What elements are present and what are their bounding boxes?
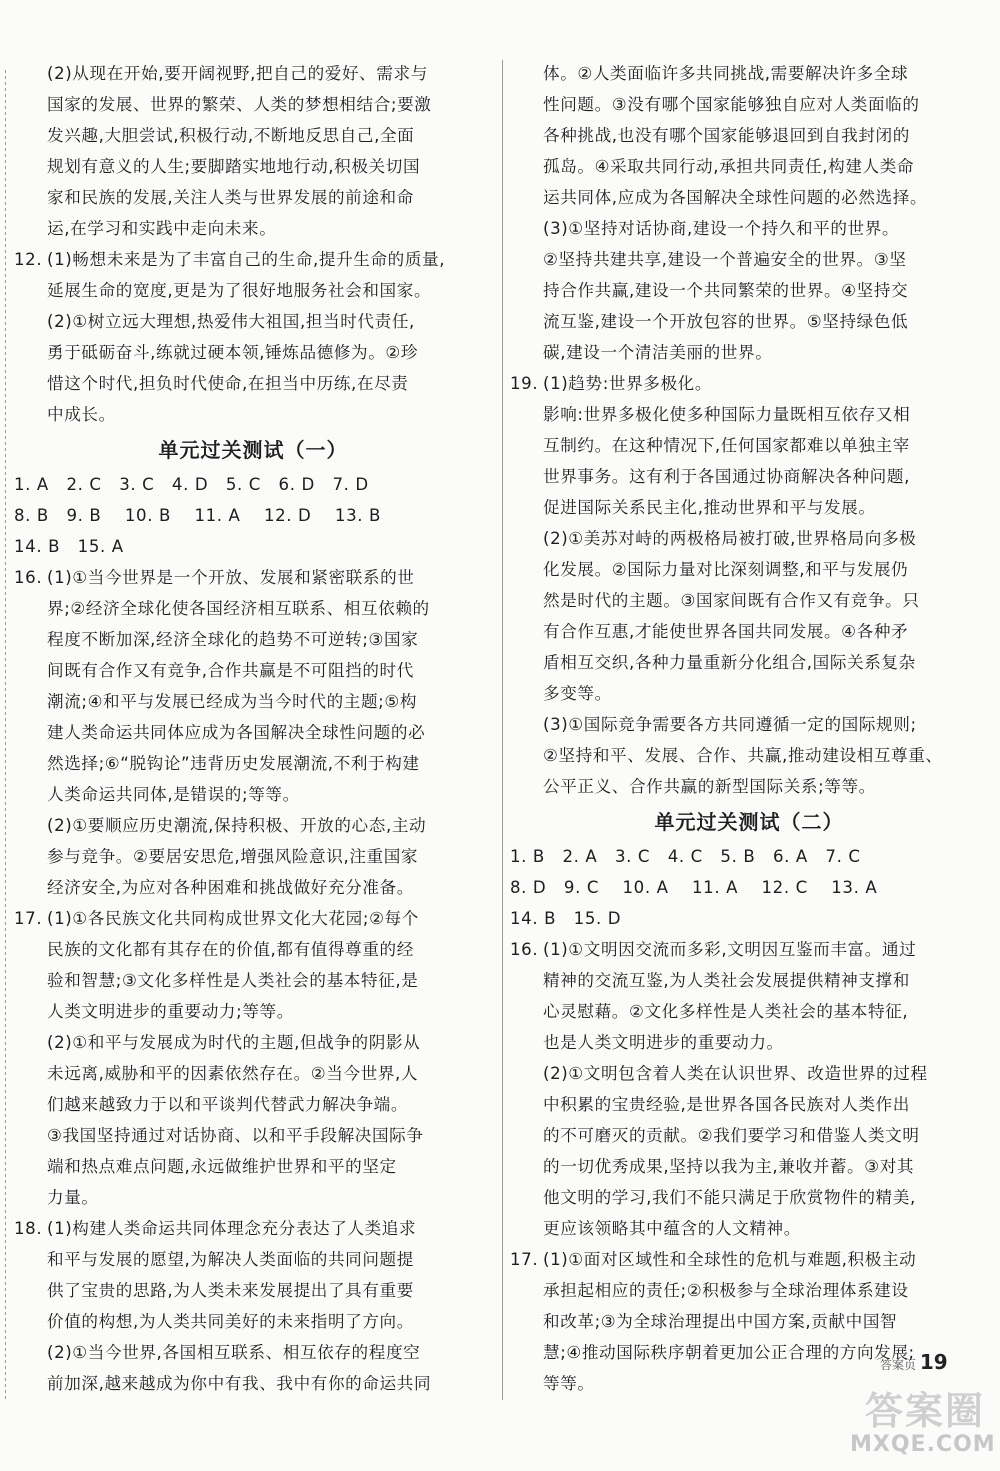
text-line: 化发展。②国际力量对比深刻调整,和平与发展仍 (543, 560, 909, 579)
text-line: 影响:世界多极化使多种国际力量既相互依存又相 (543, 405, 911, 424)
text-line: 盾相互交织,各种力量重新分化组合,国际关系复杂 (543, 653, 916, 672)
text-line: 然是时代的主题。③国家间既有合作又有竞争。只 (543, 591, 920, 610)
answer-block (510, 213, 988, 368)
answer-block (510, 58, 988, 213)
question-18 (14, 1213, 492, 1337)
text-line: (2)①树立远大理想,热爱伟大祖国,担当时代责任, (47, 312, 415, 331)
answer-block (14, 1337, 492, 1399)
text-line: 间既有合作又有竞争,合作共赢是不可阻挡的时代 (47, 661, 414, 680)
text-line: 延展生命的宽度,更是为了很好地服务社会和国家。 (47, 281, 432, 300)
text-line: ②坚持和平、发展、合作、共赢,推动建设相互尊重、 (543, 746, 943, 765)
text-line: 未远离,威胁和平的因素依然存在。②当今世界,人 (47, 1064, 419, 1083)
answer-block (14, 58, 492, 244)
answer-block (510, 709, 988, 802)
choice-answers (14, 469, 492, 562)
text-line: 有合作互惠,才能使世界各国共同发展。④各种矛 (543, 622, 909, 641)
text-line: 勇于砥砺奋斗,练就过硬本领,锤炼品德修为。②珍 (47, 343, 419, 362)
text-line: 孤岛。④采取共同行动,承担共同责任,构建人类命 (543, 157, 915, 176)
answer-block (510, 1058, 988, 1244)
text-line: 性问题。③没有哪个国家能够独自应对人类面临的 (543, 95, 920, 114)
text-line: 的一切优秀成果,坚持以我为主,兼收并蓄。③对其 (543, 1157, 915, 1176)
text-line: 力量。 (47, 1188, 99, 1207)
question-16 (510, 934, 988, 1058)
text-line: 前加深,越来越成为你中有我、我中有你的命运共同 (47, 1374, 432, 1393)
text-line: 界;②经济全球化使各国经济相互联系、相互依赖的 (47, 599, 430, 618)
question-number: 19. (510, 374, 539, 393)
left-margin-rule (5, 70, 6, 1400)
text-line: 他文明的学习,我们不能只满足于欣赏物件的精美, (543, 1188, 916, 1207)
text-line: (3)①坚持对话协商,建设一个持久和平的世界。 (543, 219, 900, 238)
question-number: 16. (510, 940, 539, 959)
text-line: 程度不断加深,经济全球化的趋势不可逆转;③国家 (47, 630, 419, 649)
text-line: 人类文明进步的重要动力;等等。 (47, 1002, 294, 1021)
text-line: (2)①和平与发展成为时代的主题,但战争的阴影从 (47, 1033, 421, 1052)
answer-row: 14. B 15. A (14, 537, 124, 556)
question-number: 17. (14, 909, 43, 928)
text-line: (1)畅想未来是为了丰富自己的生命,提升生命的质量, (47, 250, 446, 269)
question-number: 16. (14, 568, 43, 587)
text-line: 惜这个时代,担负时代使命,在担当中历练,在尽责 (47, 374, 409, 393)
text-line: 世界事务。这有利于各国通过协商解决各种问题, (543, 467, 910, 486)
answer-block (510, 399, 988, 523)
page-footer (880, 1350, 948, 1374)
question-12 (14, 244, 492, 306)
text-line: (1)趋势:世界多极化。 (543, 374, 713, 393)
watermark-logo: 答案圈 (865, 1389, 986, 1433)
question-17 (510, 1244, 988, 1399)
question-number: 12. (14, 250, 43, 269)
text-line: 精神的交流互鉴,为人类社会发展提供精神支撑和 (543, 971, 910, 990)
answer-row: 8. B 9. B 10. B 11. A 12. D 13. B (14, 506, 381, 525)
text-line: 端和热点难点问题,永远做维护世界和平的坚定 (47, 1157, 397, 1176)
column-divider (502, 60, 503, 1400)
answer-row: 8. D 9. C 10. A 11. A 12. C 13. A (510, 878, 878, 897)
text-line: 持合作共赢,建设一个共同繁荣的世界。④坚持交 (543, 281, 909, 300)
text-line: 中成长。 (47, 405, 116, 424)
text-line: 人类命运共同体,是错误的;等等。 (47, 785, 300, 804)
text-line: 也是人类文明进步的重要动力。 (543, 1033, 784, 1052)
text-line: 运共同体,应成为各国解决全球性问题的必然选择。 (543, 188, 928, 207)
text-line: (3)①国际竞争需要各方共同遵循一定的国际规则; (543, 715, 917, 734)
question-17 (14, 903, 492, 1027)
text-line: 参与竞争。②要居安思危,增强风险意识,注重国家 (47, 847, 419, 866)
text-line: 家和民族的发展,关注人类与世界发展的前途和命 (47, 188, 414, 207)
text-line: 们越来越致力于以和平谈判代替武力解决争端。 (47, 1095, 409, 1114)
text-line: (1)构建人类命运共同体理念充分表达了人类追求 (47, 1219, 417, 1238)
text-line: 慧;④推动国际秩序朝着更加公正合理的方向发展; (543, 1343, 915, 1362)
page-number: 19 (919, 1350, 948, 1374)
answer-row: 1. B 2. A 3. C 4. C 5. B 6. A 7. C (510, 847, 861, 866)
choice-answers (510, 841, 988, 934)
text-line: 中积累的宝贵经验,是世界各国各民族对人类作出 (543, 1095, 910, 1114)
text-line: 和平与发展的愿望,为解决人类面临的共同问题提 (47, 1250, 414, 1269)
text-line: 供了宝贵的思路,为人类未来发展提出了具有重要 (47, 1281, 414, 1300)
text-line: 心灵慰藉。②文化多样性是人类社会的基本特征, (543, 1002, 909, 1021)
text-line: 流互鉴,建设一个开放包容的世界。⑤坚持绿色低 (543, 312, 909, 331)
text-line: 价值的构想,为人类共同美好的未来指明了方向。 (47, 1312, 414, 1331)
left-column (14, 58, 492, 1399)
text-line: 运,在学习和实践中走向未来。 (47, 219, 277, 238)
answer-block (14, 810, 492, 903)
text-line: 潮流;④和平与发展已经成为当今时代的主题;⑤构 (47, 692, 418, 711)
watermark-url: MXQE.COM (850, 1432, 996, 1457)
right-column (510, 58, 988, 1399)
text-line: ②坚持共建共享,建设一个普遍安全的世界。③坚 (543, 250, 907, 269)
answer-block (14, 306, 492, 430)
text-line: 碳,建设一个清洁美丽的世界。 (543, 343, 773, 362)
text-line: 国家的发展、世界的繁荣、人类的梦想相结合;要激 (47, 95, 432, 114)
text-line: 民族的文化都有其存在的价值,都有值得尊重的经 (47, 940, 414, 959)
text-line: 验和智慧;③文化多样性是人类社会的基本特征,是 (47, 971, 419, 990)
text-line: ③我国坚持通过对话协商、以和平手段解决国际争 (47, 1126, 424, 1145)
text-line: 经济安全,为应对各种困难和挑战做好充分准备。 (47, 878, 414, 897)
text-line: (1)①文明因交流而多彩,文明因互鉴而丰富。通过 (543, 940, 917, 959)
text-line: 规划有意义的人生;要脚踏实地地行动,积极关切国 (47, 157, 421, 176)
section-heading: 单元过关测试（一） (158, 438, 348, 462)
text-line: (2)①美苏对峙的两极格局被打破,世界格局向多极 (543, 529, 917, 548)
question-number: 18. (14, 1219, 43, 1238)
text-line: (2)①文明包含着人类在认识世界、改造世界的过程 (543, 1064, 928, 1083)
answer-block (14, 1027, 492, 1213)
text-line: 承担起相应的责任;②积极参与全球治理体系建设 (543, 1281, 909, 1300)
text-line: 公平正义、合作共赢的新型国际关系;等等。 (543, 777, 876, 796)
text-line: 和改革;③为全球治理提出中国方案,贡献中国智 (543, 1312, 898, 1331)
text-line: 等等。 (543, 1374, 595, 1393)
question-number: 17. (510, 1250, 539, 1269)
answer-row: 14. B 15. D (510, 909, 622, 928)
text-line: (1)①当今世界是一个开放、发展和紧密联系的世 (47, 568, 415, 587)
text-line: 各种挑战,也没有哪个国家能够退回到自我封闭的 (543, 126, 910, 145)
question-16 (14, 562, 492, 810)
text-line: (2)①当今世界,各国相互联系、相互依存的程度空 (47, 1343, 421, 1362)
text-line: 发兴趣,大胆尝试,积极行动,不断地反思自己,全面 (47, 126, 415, 145)
question-19 (510, 368, 988, 399)
text-line: (2)从现在开始,要开阔视野,把自己的爱好、需求与 (47, 64, 428, 83)
text-line: 多变等。 (543, 684, 612, 703)
text-line: 更应该领略其中蕴含的人文精神。 (543, 1219, 801, 1238)
text-line: 互制约。在这种情况下,任何国家都难以单独主宰 (543, 436, 910, 455)
section-heading: 单元过关测试（二） (654, 810, 844, 834)
answer-block (510, 523, 988, 709)
text-line: 建人类命运共同体应成为各国解决全球性问题的必 (47, 723, 426, 742)
text-line: (2)①要顺应历史潮流,保持积极、开放的心态,主动 (47, 816, 427, 835)
footer-label: 答案页 (880, 1358, 917, 1372)
text-line: 体。②人类面临许多共同挑战,需要解决许多全球 (543, 64, 909, 83)
text-line: (1)①各民族文化共同构成世界文化大花园;②每个 (47, 909, 419, 928)
answer-row: 1. A 2. C 3. C 4. D 5. C 6. D 7. D (14, 475, 369, 494)
text-line: 的不可磨灭的贡献。②我们要学习和借鉴人类文明 (543, 1126, 920, 1145)
text-line: 促进国际关系民主化,推动世界和平与发展。 (543, 498, 876, 517)
text-line: 然选择;⑥“脱钩论”违背历史发展潮流,不利于构建 (47, 754, 420, 773)
text-line: (1)①面对区域性和全球性的危机与难题,积极主动 (543, 1250, 917, 1269)
